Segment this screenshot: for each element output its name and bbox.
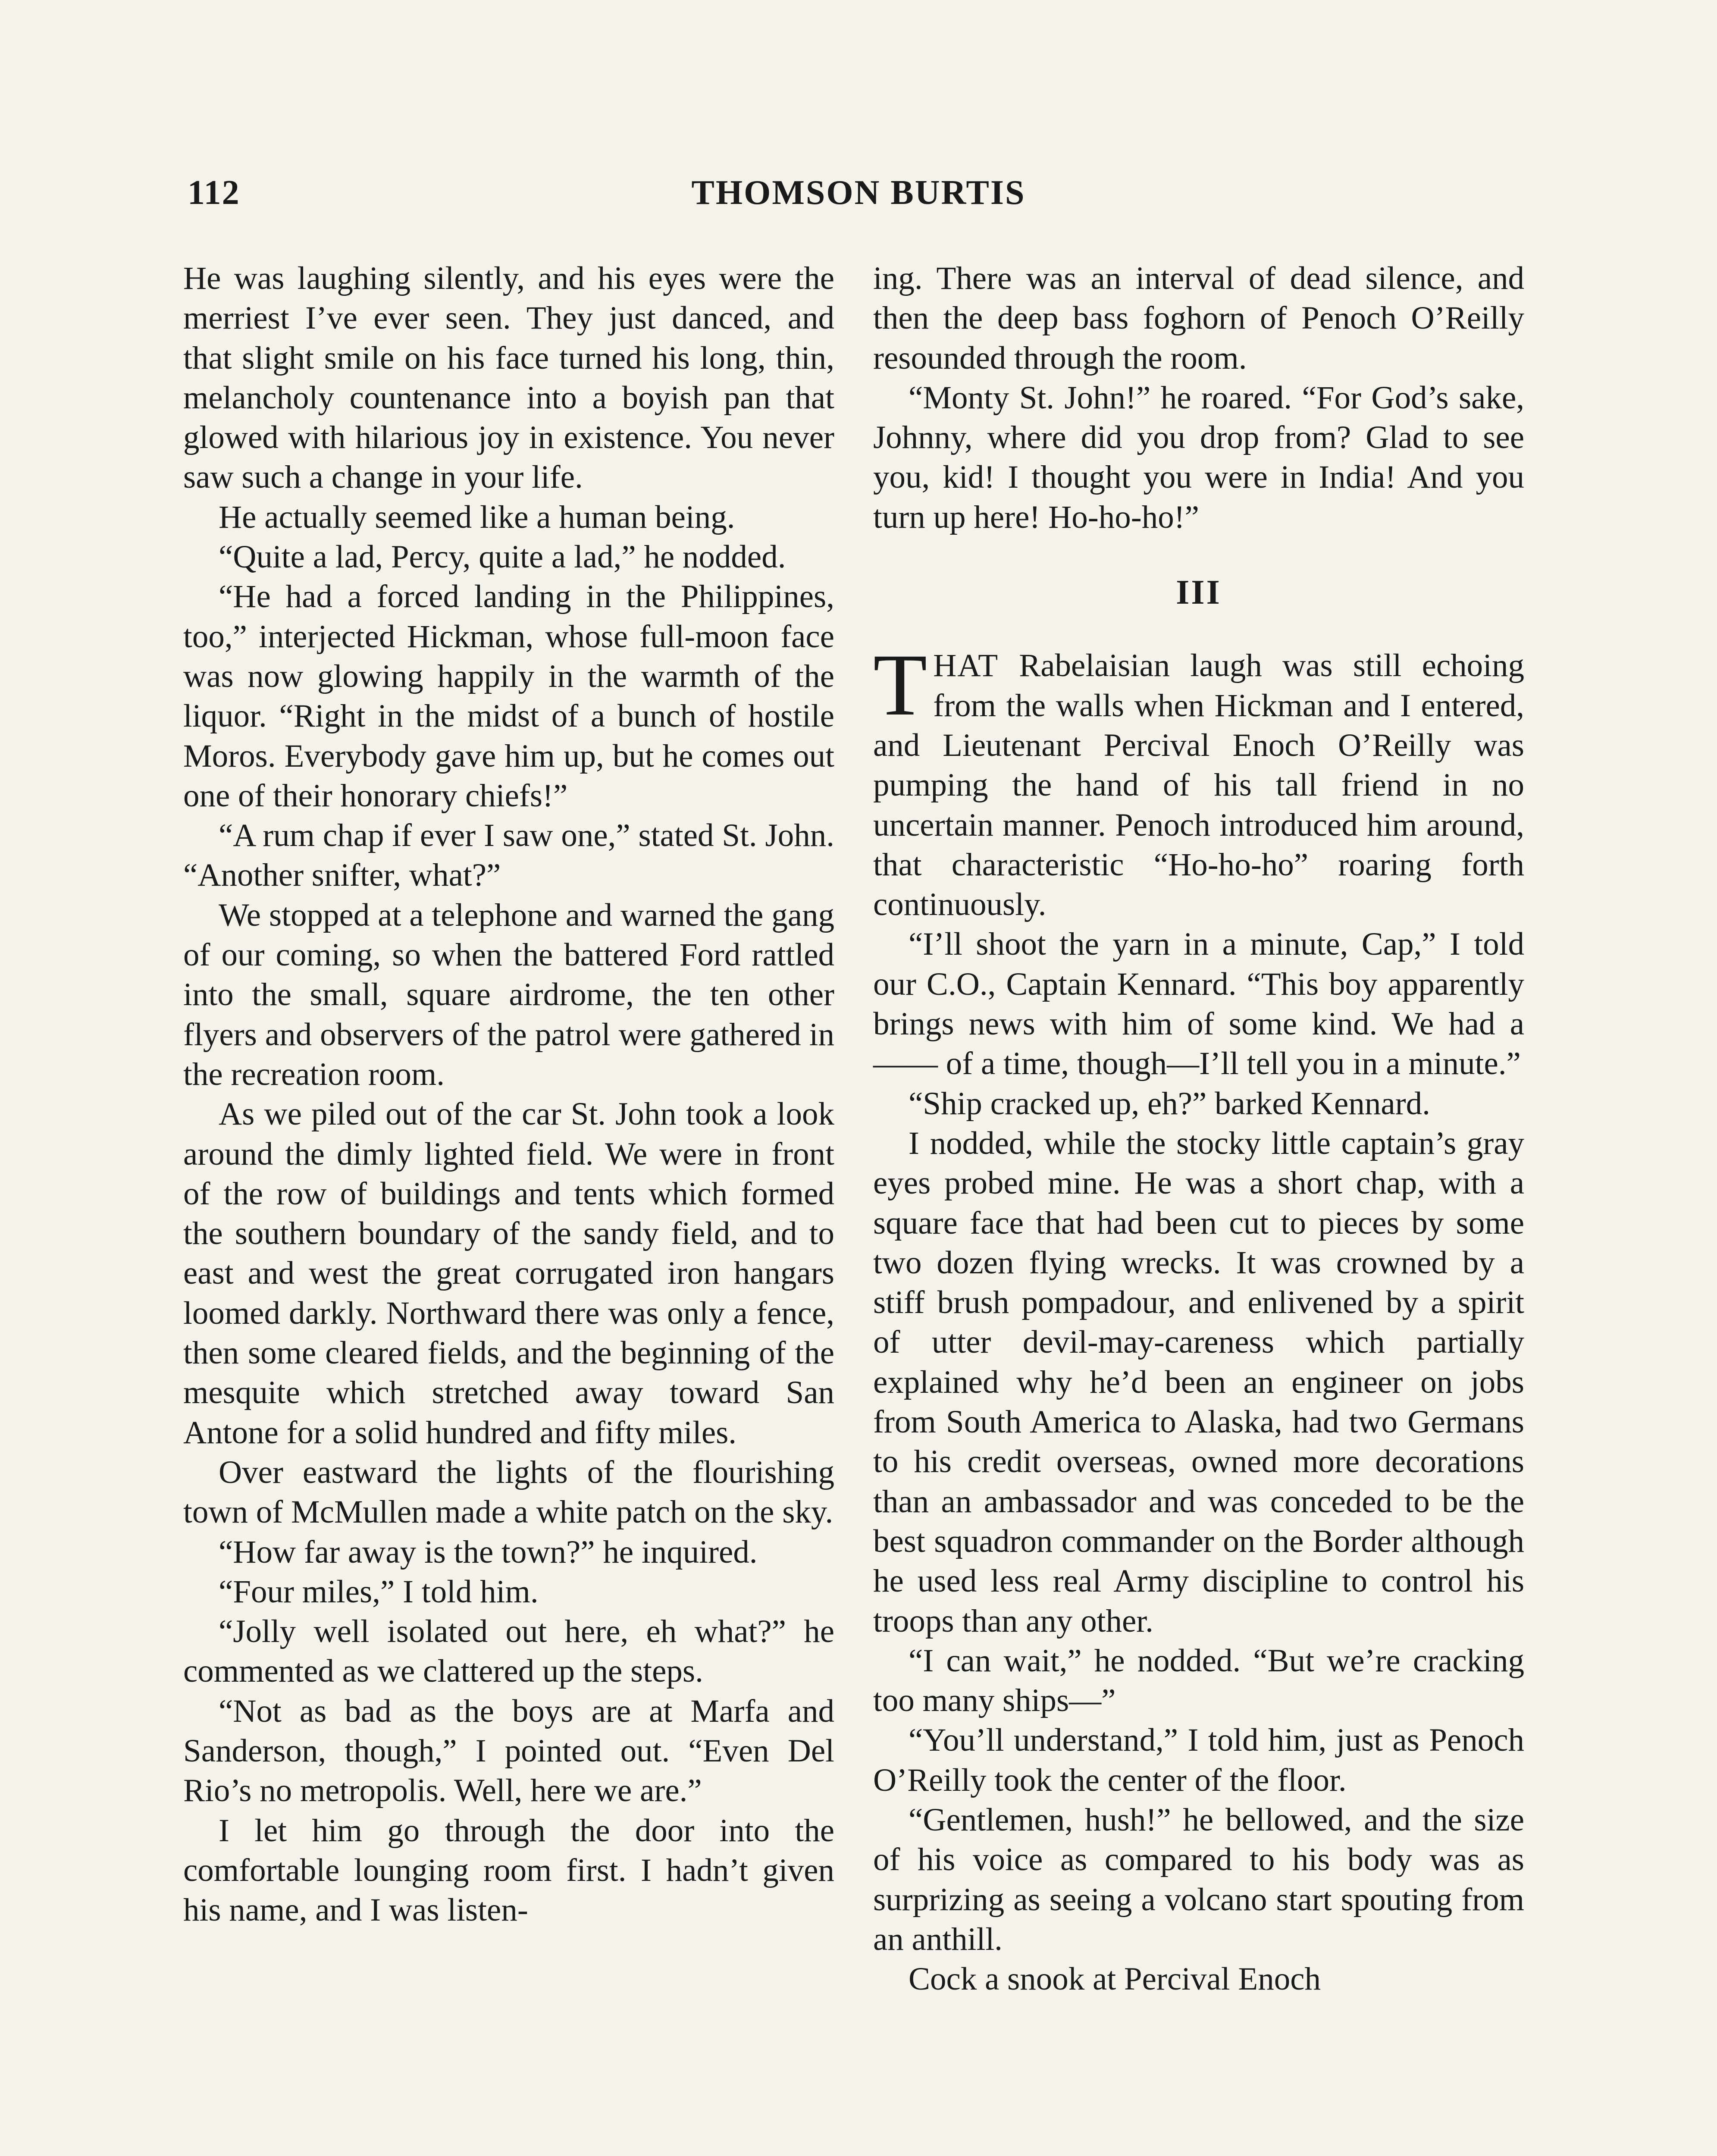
- paragraph: “Quite a lad, Percy, quite a lad,” he nodded.: [219, 539, 786, 575]
- drop-cap: T: [873, 636, 927, 734]
- paragraph: “I can wait,” he nodded. “But we’re cracking too many ships—”: [873, 1642, 1524, 1719]
- paragraph: “Four miles,” I told him.: [219, 1573, 539, 1610]
- left-column: [183, 259, 834, 1930]
- paragraph: Over eastward the lights of the flourishing town of McMullen made a white patch on the sky.: [183, 1454, 834, 1530]
- right-column-top: [873, 259, 1524, 537]
- paragraph: He was laughing silently, and his eyes were the merriest I’ve ever seen. They just danced, and that slight smile on his face turned his long, thin, melancholy countenance into a boyish pan that glowed with hilarious joy in existence. You never saw such a change in your life.: [183, 260, 834, 495]
- section-heading: III: [1176, 573, 1222, 612]
- section-opening-text: Rabelaisian laugh was still echoing from the walls when Hickman and I entered, and Lieutenant Percival Enoch O’Reilly was pumping the hand of his tall friend in no uncertain manner. Penoch introduced him around, that characteristic “Ho-ho-ho” roaring forth continuously.: [873, 648, 1524, 923]
- paragraph: I nodded, while the stocky little captain’s gray eyes probed mine. He was a short chap, with a square face that had been cut to pieces by some two dozen flying wrecks. It was crowned by a stiff brush pompadour, and enlivened by a spirit of utter devil-may-careness which partially explained why he’d been an engineer on jobs from South America to Alaska, had two Germans to his credit overseas, owned more decorations than an ambassador and was conceded to be the best squadron commander on the Border although he used less real Army discipline to control his troops than any other.: [873, 1125, 1524, 1639]
- page-number: 112: [188, 174, 240, 212]
- paragraph: “Ship cracked up, eh?” barked Kennard.: [909, 1085, 1430, 1122]
- paragraph: As we piled out of the car St. John took a look around the dimly lighted field. We were in front of the row of buildings and tents which formed the southern boundary of the sandy field, and to east and west the great corrugated iron hangars loomed darkly. Northward there was only a fence, then some cleared fields, and the beginning of the mesquite which stretched away toward San Antone for a solid hundred and fifty miles.: [183, 1096, 834, 1451]
- paragraph: I let him go through the door into the comfortable lounging room first. I hadn’t given his name, and I was listen-: [183, 1812, 834, 1928]
- paragraph: Cock a snook at Percival Enoch: [909, 1961, 1321, 1997]
- paragraph: “You’ll understand,” I told him, just as Penoch O’Reilly took the center of the floor.: [873, 1722, 1524, 1798]
- right-column-rest: [873, 924, 1524, 1999]
- paragraph: “I’ll shoot the yarn in a minute, Cap,” I told our C.O., Captain Kennard. “This boy apparently brings news with him of some kind. We had a —— of a time, though—I’ll tell you in a minute.”: [873, 926, 1524, 1082]
- running-head: THOMSON BURTIS: [691, 174, 1026, 212]
- section-opening-paragraph: [873, 636, 1524, 924]
- paragraph: ing. There was an interval of dead silence, and then the deep bass foghorn of Penoch O’Reilly resounded through the room.: [873, 260, 1524, 376]
- paragraph: “A rum chap if ever I saw one,” stated St. John. “Another snifter, what?”: [183, 818, 834, 893]
- paragraph: “He had a forced landing in the Philippines, too,” interjected Hickman, whose full-moon face was now glowing happily in the warmth of the liquor. “Right in the midst of a bunch of hostile Moros. Everybody gave him up, but he comes out one of their honorary chiefs!”: [183, 579, 834, 814]
- paragraph: “Jolly well isolated out here, eh what?” he commented as we clattered up the steps.: [183, 1614, 834, 1689]
- right-column: [873, 259, 1524, 1999]
- paragraph: “How far away is the town?” he inquired.: [219, 1534, 758, 1570]
- drop-cap-lead: HAT: [933, 648, 999, 684]
- paragraph: “Gentlemen, hush!” he bellowed, and the size of his voice as compared to his body was as surprizing as seeing a volcano start spouting from an anthill.: [873, 1802, 1524, 1957]
- paragraph: We stopped at a telephone and warned the gang of our coming, so when the battered Ford rattled into the small, square airdrome, the ten other flyers and observers of the patrol were gathered in the recreation room.: [183, 897, 834, 1092]
- page-header: [181, 173, 1536, 225]
- paragraph: “Not as bad as the boys are at Marfa and Sanderson, though,” I pointed out. “Even Del Rio’s no metropolis. Well, here we are.”: [183, 1693, 834, 1809]
- paragraph: He actually seemed like a human being.: [219, 499, 735, 535]
- paragraph: “Monty St. John!” he roared. “For God’s sake, Johnny, where did you drop from? Glad to see you, kid! I thought you were in India! And you turn up here! Ho-ho-ho!”: [873, 379, 1524, 535]
